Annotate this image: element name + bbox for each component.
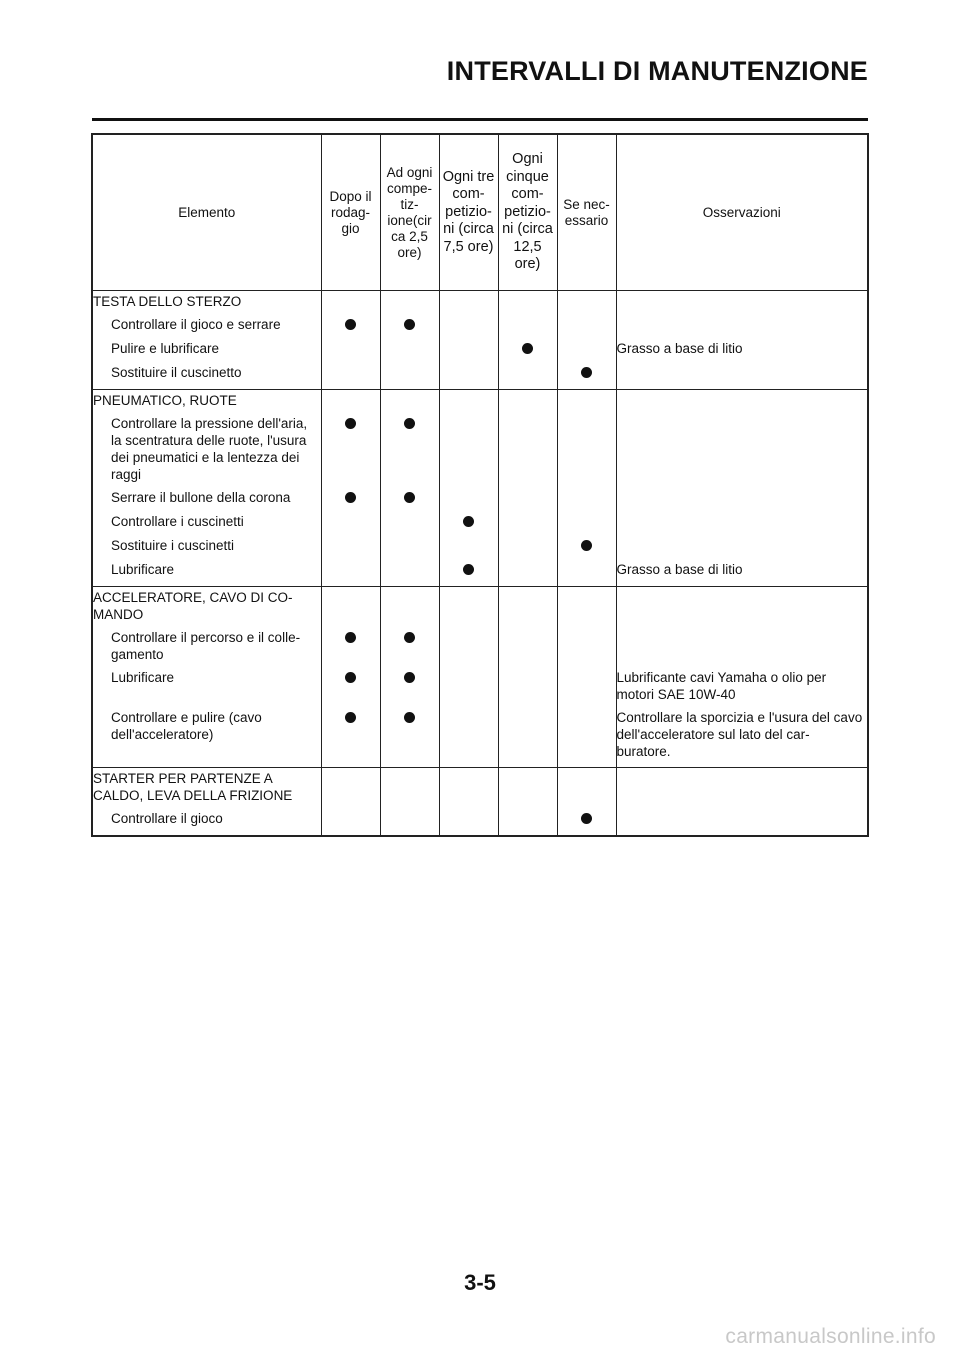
- interval-cell: [321, 706, 380, 768]
- table-row: [92, 706, 868, 768]
- bullet-mark-icon: [345, 319, 356, 330]
- note-cell: [616, 587, 868, 627]
- interval-cell: [380, 510, 439, 534]
- interval-cell: [498, 361, 557, 390]
- bullet-mark-icon: [345, 712, 356, 723]
- bullet-mark-icon: [463, 516, 474, 527]
- interval-cell: [380, 807, 439, 836]
- table-row: [92, 626, 868, 666]
- interval-cell: [557, 486, 616, 510]
- bullet-mark-icon: [404, 712, 415, 723]
- section-title: TESTA DELLO STERZO: [92, 291, 321, 314]
- interval-cell: [498, 486, 557, 510]
- interval-cell: [321, 412, 380, 486]
- interval-cell: [498, 558, 557, 587]
- item-label: Sostituire il cuscinetto: [92, 361, 321, 390]
- interval-cell: [498, 587, 557, 627]
- header-ogni-tre-competizioni: Ogni tre com- petizio- ni (circa 7,5 ore): [439, 134, 498, 291]
- interval-cell: [439, 361, 498, 390]
- header-ogni-competizione: Ad ogni compe- tiz- ione(cir ca 2,5 ore): [380, 134, 439, 291]
- item-label: Controllare i cuscinetti: [92, 510, 321, 534]
- interval-cell: [380, 337, 439, 361]
- maintenance-table: [91, 133, 869, 837]
- bullet-mark-icon: [404, 492, 415, 503]
- note-cell: [616, 510, 868, 534]
- title-rule: [92, 118, 868, 121]
- table-row: [92, 486, 868, 510]
- note-cell: [616, 768, 868, 808]
- item-label: Controllare la pressione dell'aria, la scentratura delle ruote, l'usura dei pneumatici e la lentezza dei raggi: [92, 412, 321, 486]
- interval-cell: [380, 626, 439, 666]
- note-cell: Grasso a base di litio: [616, 558, 868, 587]
- table-row: [92, 558, 868, 587]
- interval-cell: [498, 807, 557, 836]
- interval-cell: [439, 626, 498, 666]
- interval-cell: [380, 412, 439, 486]
- bullet-mark-icon: [581, 813, 592, 824]
- note-cell: Controllare la sporcizia e l'usura del cavo dell'acceleratore sul lato del car- buratore.: [616, 706, 868, 768]
- table-row: [92, 361, 868, 390]
- header-dopo-rodaggio: Dopo il rodag- gio: [321, 134, 380, 291]
- interval-cell: [498, 534, 557, 558]
- interval-cell: [557, 510, 616, 534]
- bullet-mark-icon: [404, 632, 415, 643]
- interval-cell: [321, 313, 380, 337]
- interval-cell: [321, 361, 380, 390]
- interval-cell: [380, 558, 439, 587]
- header-ogni-cinque-competizioni: Ogni cinque com- petizio- ni (circa 12,5 ore): [498, 134, 557, 291]
- interval-cell: [321, 587, 380, 627]
- section-row: [92, 390, 868, 413]
- interval-cell: [380, 486, 439, 510]
- interval-cell: [321, 510, 380, 534]
- bullet-mark-icon: [581, 540, 592, 551]
- interval-cell: [321, 534, 380, 558]
- page-number: 3-5: [464, 1270, 496, 1295]
- table-row: [92, 534, 868, 558]
- header-row: [92, 134, 868, 291]
- table-row: [92, 510, 868, 534]
- interval-cell: [321, 558, 380, 587]
- item-label: Sostituire i cuscinetti: [92, 534, 321, 558]
- interval-cell: [380, 361, 439, 390]
- interval-cell: [498, 626, 557, 666]
- item-label: Controllare il gioco e serrare: [92, 313, 321, 337]
- table-row: [92, 807, 868, 836]
- bullet-mark-icon: [404, 319, 415, 330]
- interval-cell: [380, 390, 439, 413]
- interval-cell: [498, 337, 557, 361]
- interval-cell: [439, 291, 498, 314]
- note-cell: [616, 486, 868, 510]
- note-cell: [616, 807, 868, 836]
- header-elemento: Elemento: [92, 134, 321, 291]
- section-row: [92, 291, 868, 314]
- table-row: [92, 666, 868, 706]
- interval-cell: [380, 768, 439, 808]
- interval-cell: [380, 313, 439, 337]
- interval-cell: [557, 626, 616, 666]
- interval-cell: [380, 291, 439, 314]
- interval-cell: [439, 486, 498, 510]
- interval-cell: [439, 390, 498, 413]
- interval-cell: [439, 706, 498, 768]
- bullet-mark-icon: [404, 418, 415, 429]
- table-row: [92, 412, 868, 486]
- item-label: Controllare e pulire (cavo dell'acceleratore): [92, 706, 321, 768]
- interval-cell: [380, 587, 439, 627]
- interval-cell: [557, 587, 616, 627]
- interval-cell: [321, 666, 380, 706]
- item-label: Lubrificare: [92, 666, 321, 706]
- bullet-mark-icon: [463, 564, 474, 575]
- interval-cell: [439, 510, 498, 534]
- bullet-mark-icon: [345, 418, 356, 429]
- note-cell: [616, 361, 868, 390]
- interval-cell: [498, 390, 557, 413]
- interval-cell: [321, 486, 380, 510]
- bullet-mark-icon: [345, 632, 356, 643]
- section-title: ACCELERATORE, CAVO DI CO- MANDO: [92, 587, 321, 627]
- interval-cell: [439, 558, 498, 587]
- interval-cell: [439, 412, 498, 486]
- interval-cell: [380, 534, 439, 558]
- header-osservazioni: Osservazioni: [616, 134, 868, 291]
- interval-cell: [321, 768, 380, 808]
- note-cell: [616, 412, 868, 486]
- interval-cell: [557, 390, 616, 413]
- interval-cell: [439, 768, 498, 808]
- bullet-mark-icon: [345, 672, 356, 683]
- section-row: [92, 768, 868, 808]
- note-cell: Grasso a base di litio: [616, 337, 868, 361]
- note-cell: [616, 313, 868, 337]
- interval-cell: [557, 706, 616, 768]
- interval-cell: [557, 534, 616, 558]
- bullet-mark-icon: [404, 672, 415, 683]
- item-label: Pulire e lubrificare: [92, 337, 321, 361]
- interval-cell: [557, 412, 616, 486]
- note-cell: Lubrificante cavi Yamaha o olio per motori SAE 10W-40: [616, 666, 868, 706]
- interval-cell: [439, 587, 498, 627]
- interval-cell: [321, 337, 380, 361]
- section-title: STARTER PER PARTENZE A CALDO, LEVA DELLA FRIZIONE: [92, 768, 321, 808]
- interval-cell: [498, 313, 557, 337]
- interval-cell: [439, 666, 498, 706]
- item-label: Lubrificare: [92, 558, 321, 587]
- note-cell: [616, 291, 868, 314]
- interval-cell: [498, 768, 557, 808]
- page-title: INTERVALLI DI MANUTENZIONE: [446, 56, 868, 86]
- interval-cell: [557, 807, 616, 836]
- note-cell: [616, 390, 868, 413]
- table-row: [92, 313, 868, 337]
- interval-cell: [380, 666, 439, 706]
- interval-cell: [439, 534, 498, 558]
- interval-cell: [557, 337, 616, 361]
- interval-cell: [321, 626, 380, 666]
- interval-cell: [557, 666, 616, 706]
- bullet-mark-icon: [345, 492, 356, 503]
- interval-cell: [557, 291, 616, 314]
- interval-cell: [557, 768, 616, 808]
- interval-cell: [498, 510, 557, 534]
- interval-cell: [321, 390, 380, 413]
- item-label: Controllare il percorso e il colle- gamento: [92, 626, 321, 666]
- interval-cell: [498, 412, 557, 486]
- interval-cell: [321, 291, 380, 314]
- watermark: carmanualsonline.info: [725, 1325, 936, 1348]
- interval-cell: [321, 807, 380, 836]
- interval-cell: [439, 337, 498, 361]
- bullet-mark-icon: [522, 343, 533, 354]
- note-cell: [616, 626, 868, 666]
- interval-cell: [498, 666, 557, 706]
- interval-cell: [557, 558, 616, 587]
- interval-cell: [439, 313, 498, 337]
- item-label: Controllare il gioco: [92, 807, 321, 836]
- interval-cell: [439, 807, 498, 836]
- item-label: Serrare il bullone della corona: [92, 486, 321, 510]
- section-title: PNEUMATICO, RUOTE: [92, 390, 321, 413]
- interval-cell: [498, 706, 557, 768]
- section-row: [92, 587, 868, 627]
- header-se-necessario: Se nec- essario: [557, 134, 616, 291]
- interval-cell: [557, 361, 616, 390]
- note-cell: [616, 534, 868, 558]
- interval-cell: [498, 291, 557, 314]
- table-row: [92, 337, 868, 361]
- interval-cell: [557, 313, 616, 337]
- interval-cell: [380, 706, 439, 768]
- bullet-mark-icon: [581, 367, 592, 378]
